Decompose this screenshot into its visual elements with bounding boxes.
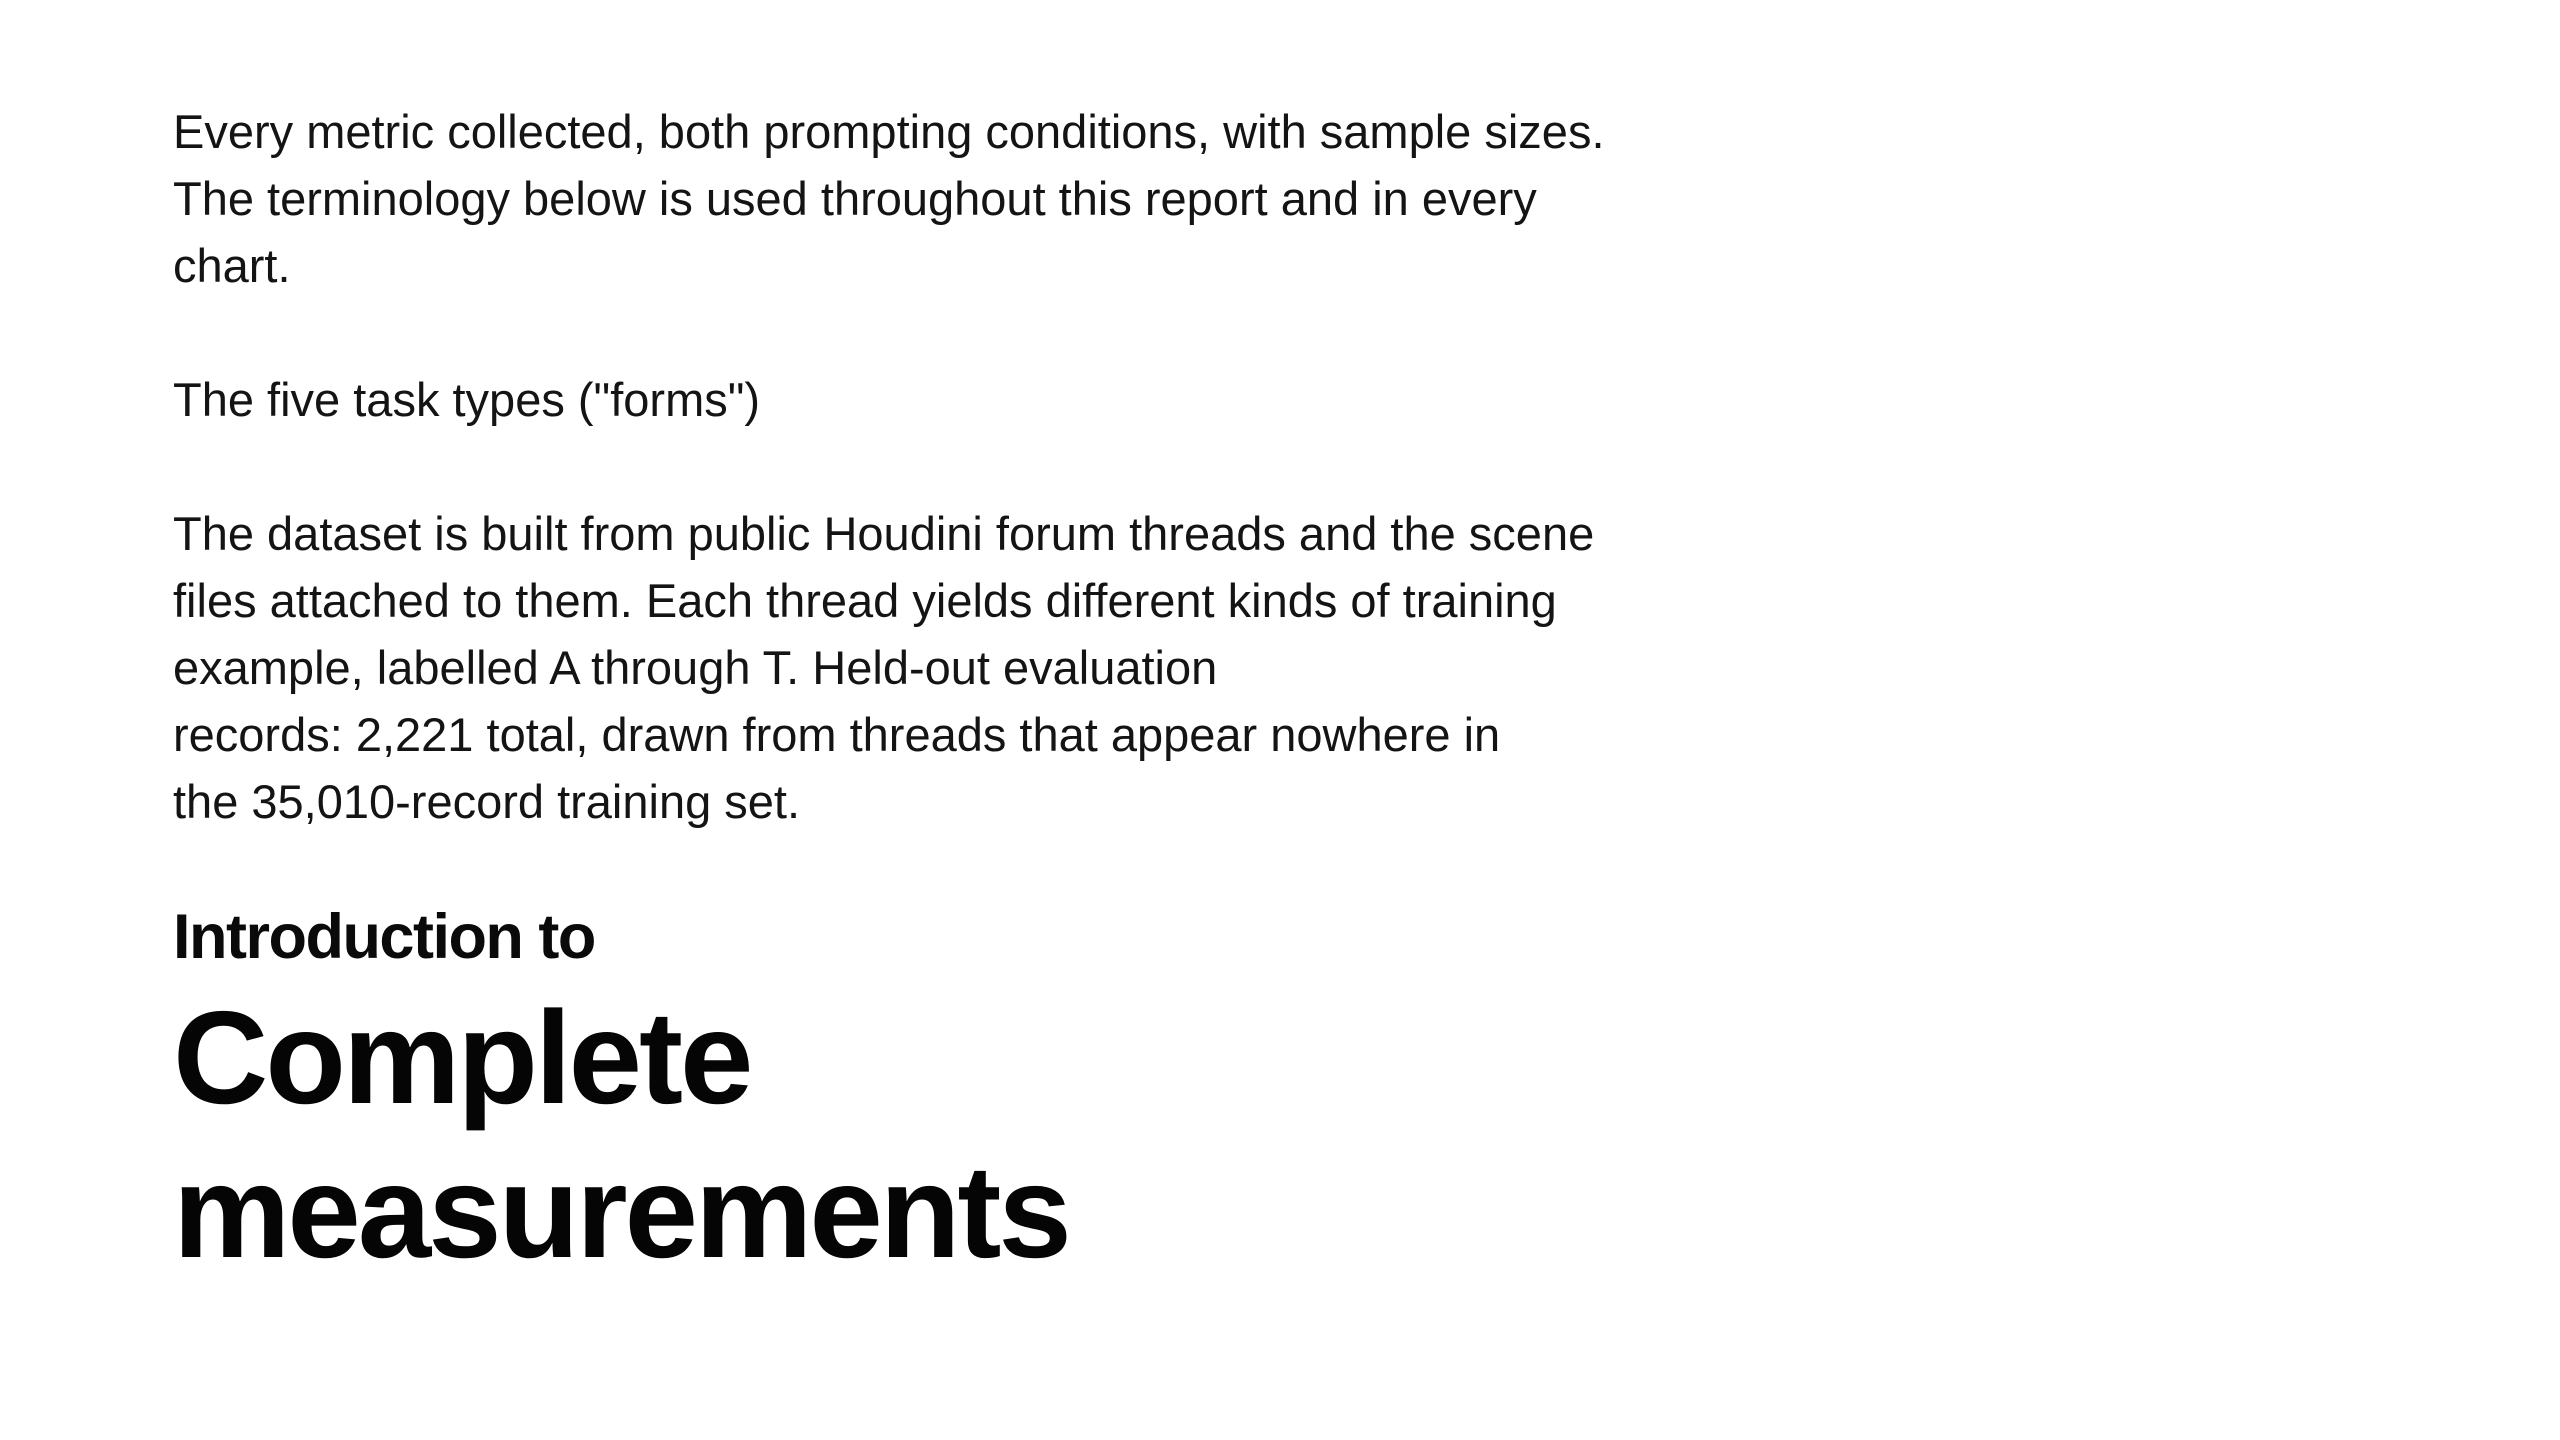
document-body xyxy=(173,98,1773,1289)
page-title-line: Complete xyxy=(173,984,751,1131)
section-heading: The five task types ("forms") xyxy=(173,373,761,426)
intro-line: chart. xyxy=(173,239,291,292)
spacer xyxy=(173,299,1773,366)
intro-line: The terminology below is used throughout this report and in every xyxy=(173,172,1537,225)
dataset-line: records: 2,221 total, drawn from threads that appear nowhere in xyxy=(173,708,1501,761)
dataset-line: the 35,010-record training set. xyxy=(173,775,801,828)
dataset-line: files attached to them. Each thread yields different kinds of training xyxy=(173,574,1557,627)
page-title xyxy=(173,981,1773,1289)
page-title-line: measurements xyxy=(173,1138,1069,1285)
spacer xyxy=(173,433,1773,500)
dataset-paragraph xyxy=(173,500,1773,835)
title-kicker: Introduction to xyxy=(173,902,595,972)
spacer xyxy=(173,835,1773,901)
intro-paragraph xyxy=(173,98,1773,299)
intro-line: Every metric collected, both prompting conditions, with sample sizes. xyxy=(173,105,1605,158)
dataset-line: example, labelled A through T. Held-out evaluation xyxy=(173,641,1218,694)
dataset-line: The dataset is built from public Houdini forum threads and the scene xyxy=(173,507,1595,560)
